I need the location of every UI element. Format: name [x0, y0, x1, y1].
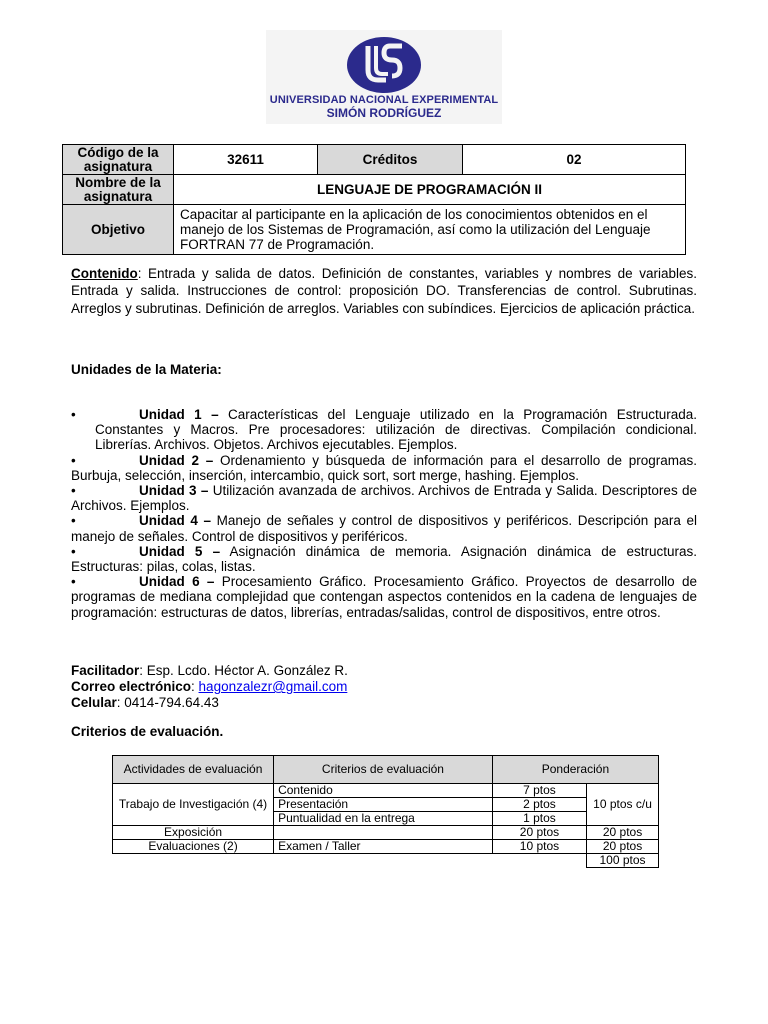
unit-label: Unidad 6 – [139, 574, 215, 590]
empty-cell [274, 854, 493, 868]
exposition-total: 20 ptos [587, 826, 659, 840]
course-name-label: Nombre de la asignatura [63, 175, 174, 205]
points-cell: 2 ptos [492, 798, 586, 812]
unit-text: Manejo de señales y control de dispositivos y periféricos. Descripción para el manejo de señales. Control de dispositivos y periféricos. [71, 513, 697, 544]
evaluation-table [112, 755, 659, 868]
unit-text: Ordenamiento y búsqueda de información para el desarrollo de programas. Burbuja, selección, inserción, intercambio, quick sort, sort merge, hashing. Ejemplos. [71, 452, 697, 483]
points-cell: 20 ptos [492, 826, 586, 840]
course-code-value: 32611 [174, 145, 318, 175]
facilitator-line [71, 663, 348, 679]
facilitator-value: : Esp. Lcdo. Héctor A. González R. [139, 663, 348, 678]
unit-text: Utilización avanzada de archivos. Archivos de Entrada y Salida. Descriptores de Archivos. Ejemplos. [71, 483, 698, 514]
bullet-icon: • [71, 407, 76, 422]
empty-cell [113, 854, 274, 868]
email-label: Correo electrónico [71, 679, 192, 694]
logo-line-2: SIMÓN RODRÍGUEZ [326, 106, 442, 120]
phone-line [71, 695, 348, 711]
header-criteria: Criterios de evaluación [274, 756, 493, 784]
evaluations-activity: Evaluaciones (2) [113, 840, 274, 854]
criterion-cell: Examen / Taller [274, 840, 493, 854]
bullet-icon: • [71, 574, 76, 590]
unit-label: Unidad 2 – [139, 452, 214, 468]
criteria-title: Criterios de evaluación. [71, 724, 224, 739]
content-text: : Entrada y salida de datos. Definición de constantes, variables y nombres de variables. Entrada y salida. Instrucciones de control: proposición DO. Transferencias de control. Subrutinas. Arreglos y subrutinas. Definición de arreglos. Variables con subíndices. Ejercicios de aplicación práctica. [71, 266, 697, 316]
list-item [71, 453, 697, 483]
header-activities: Actividades de evaluación [113, 756, 274, 784]
empty-cell [492, 854, 586, 868]
course-info-table [62, 144, 686, 255]
university-emblem-icon [346, 36, 422, 94]
content-label: Contenido [71, 266, 138, 281]
bullet-icon: • [71, 483, 76, 499]
criterion-cell: Contenido [274, 784, 493, 798]
research-total: 10 ptos c/u [587, 784, 659, 826]
unit-text: Asignación dinámica de memoria. Asignación dinámica de estructuras. Estructuras: pilas, colas, listas. [71, 543, 697, 575]
points-cell: 1 ptos [492, 812, 586, 826]
unit-text: Características del Lenguaje utilizado en la Programación Estructurada. Constantes y Macros. Pre procesadores: utilización de directivas. Compilación condicional. Librerías. Archivos. Objetos. Archivos ejecutables. Ejemplos. [95, 407, 698, 453]
list-item [71, 407, 697, 453]
header-weighting: Ponderación [492, 756, 658, 784]
list-item [71, 544, 697, 574]
email-link[interactable]: hagonzalezr@gmail.com [198, 679, 348, 694]
research-activity: Trabajo de Investigación (4) [113, 784, 274, 826]
evaluations-total: 20 ptos [587, 840, 659, 854]
criterion-cell: Presentación [274, 798, 493, 812]
list-item [71, 483, 697, 513]
bullet-icon: • [71, 513, 76, 529]
course-name-value: LENGUAJE DE PROGRAMACIÓN II [174, 175, 686, 205]
units-title: Unidades de la Materia: [71, 362, 222, 377]
credits-label: Créditos [318, 145, 463, 175]
criterion-cell: Puntualidad en la entrega [274, 812, 493, 826]
criterion-cell [274, 826, 493, 840]
objective-text: Capacitar al participante en la aplicación de los conocimientos obtenidos en el manejo de los Sistemas de Programación, así como la utilización del Lenguaje FORTRAN 77 de Programación. [174, 205, 686, 255]
university-logo [266, 30, 502, 124]
points-cell: 7 ptos [492, 784, 586, 798]
grand-total: 100 ptos [587, 854, 659, 868]
units-list [71, 407, 697, 620]
contact-block [71, 663, 348, 711]
unit-text: Procesamiento Gráfico. Procesamiento Gráfico. Proyectos de desarrollo de programas de mediana complejidad que contengan aspectos contenidos en la cadena de lenguajes de programación: estructuras de datos, librerías, entradas/salidas, control de dispositivos, entre otros. [71, 574, 697, 620]
unit-label: Unidad 3 – [139, 483, 209, 499]
bullet-icon: • [71, 543, 76, 559]
facilitator-label: Facilitador [71, 663, 140, 678]
logo-line-1: UNIVERSIDAD NACIONAL EXPERIMENTAL [269, 94, 499, 106]
objective-label: Objetivo [63, 205, 174, 255]
email-separator: : [191, 679, 199, 694]
list-item [71, 513, 697, 543]
exposition-activity: Exposición [113, 826, 274, 840]
unit-label: Unidad 5 – [139, 543, 221, 559]
points-cell: 10 ptos [492, 840, 586, 854]
email-line [71, 679, 348, 695]
unit-label: Unidad 4 – [139, 513, 211, 529]
phone-label: Celular [71, 695, 117, 710]
phone-value: : 0414-794.64.43 [116, 695, 219, 710]
content-paragraph [71, 265, 697, 317]
credits-value: 02 [463, 145, 686, 175]
course-code-label: Código de la asignatura [63, 145, 174, 175]
list-item [71, 574, 697, 620]
unit-label: Unidad 1 – [139, 407, 219, 422]
bullet-icon: • [71, 452, 76, 468]
